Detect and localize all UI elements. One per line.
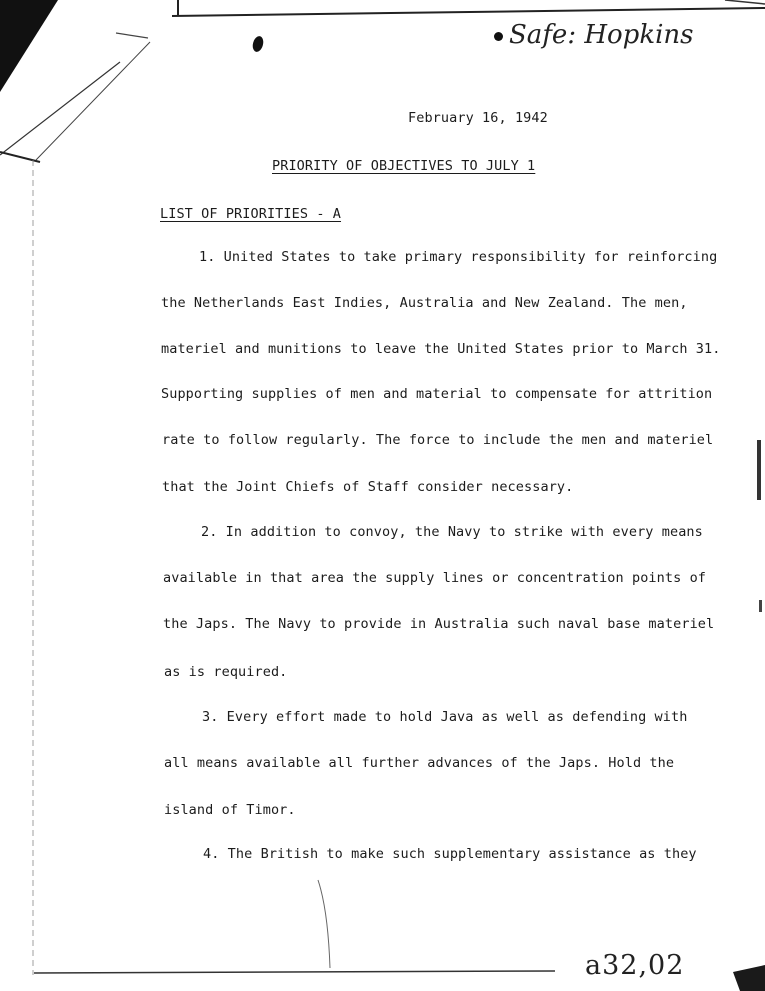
body-line: island of Timor. — [164, 802, 296, 818]
handwritten-note: Safe: Hopkins — [494, 20, 693, 50]
bottom-edge-line — [34, 971, 555, 973]
body-line: 2. In addition to convoy, the Navy to strike with every means — [201, 524, 703, 540]
body-line: materiel and munitions to leave the United States prior to March 31. — [161, 341, 721, 357]
body-line: the Japs. The Navy to provide in Australia such naval base materiel — [163, 616, 715, 632]
corner-shadow — [0, 0, 58, 92]
fold-line — [0, 62, 120, 155]
memo-title: PRIORITY OF OBJECTIVES TO JULY 1 — [272, 158, 536, 174]
body-line: rate to follow regularly. The force to include the men and materiel — [162, 432, 714, 448]
body-line: 3. Every effort made to hold Java as well as defending with — [202, 709, 688, 725]
top-edge-line — [172, 8, 765, 16]
memo-date: February 16, 1942 — [408, 110, 548, 126]
catalog-number: a32,02 — [585, 950, 685, 981]
body-line: Supporting supplies of men and material to compensate for attrition — [161, 386, 713, 402]
body-line: 1. United States to take primary responsibility for reinforcing — [199, 249, 718, 265]
body-line: that the Joint Chiefs of Staff consider necessary. — [162, 479, 574, 495]
body-line: available in that area the supply lines or concentration points of — [163, 570, 707, 586]
body-line: all means available all further advances of the Japs. Hold the — [164, 755, 675, 771]
list-heading: LIST OF PRIORITIES - A — [160, 206, 342, 222]
body-line: 4. The British to make such supplementary assistance as they — [203, 846, 697, 862]
ink-blot — [251, 35, 265, 53]
body-line: as is required. — [164, 664, 288, 680]
body-line: the Netherlands East Indies, Australia and New Zealand. The men, — [161, 295, 688, 311]
